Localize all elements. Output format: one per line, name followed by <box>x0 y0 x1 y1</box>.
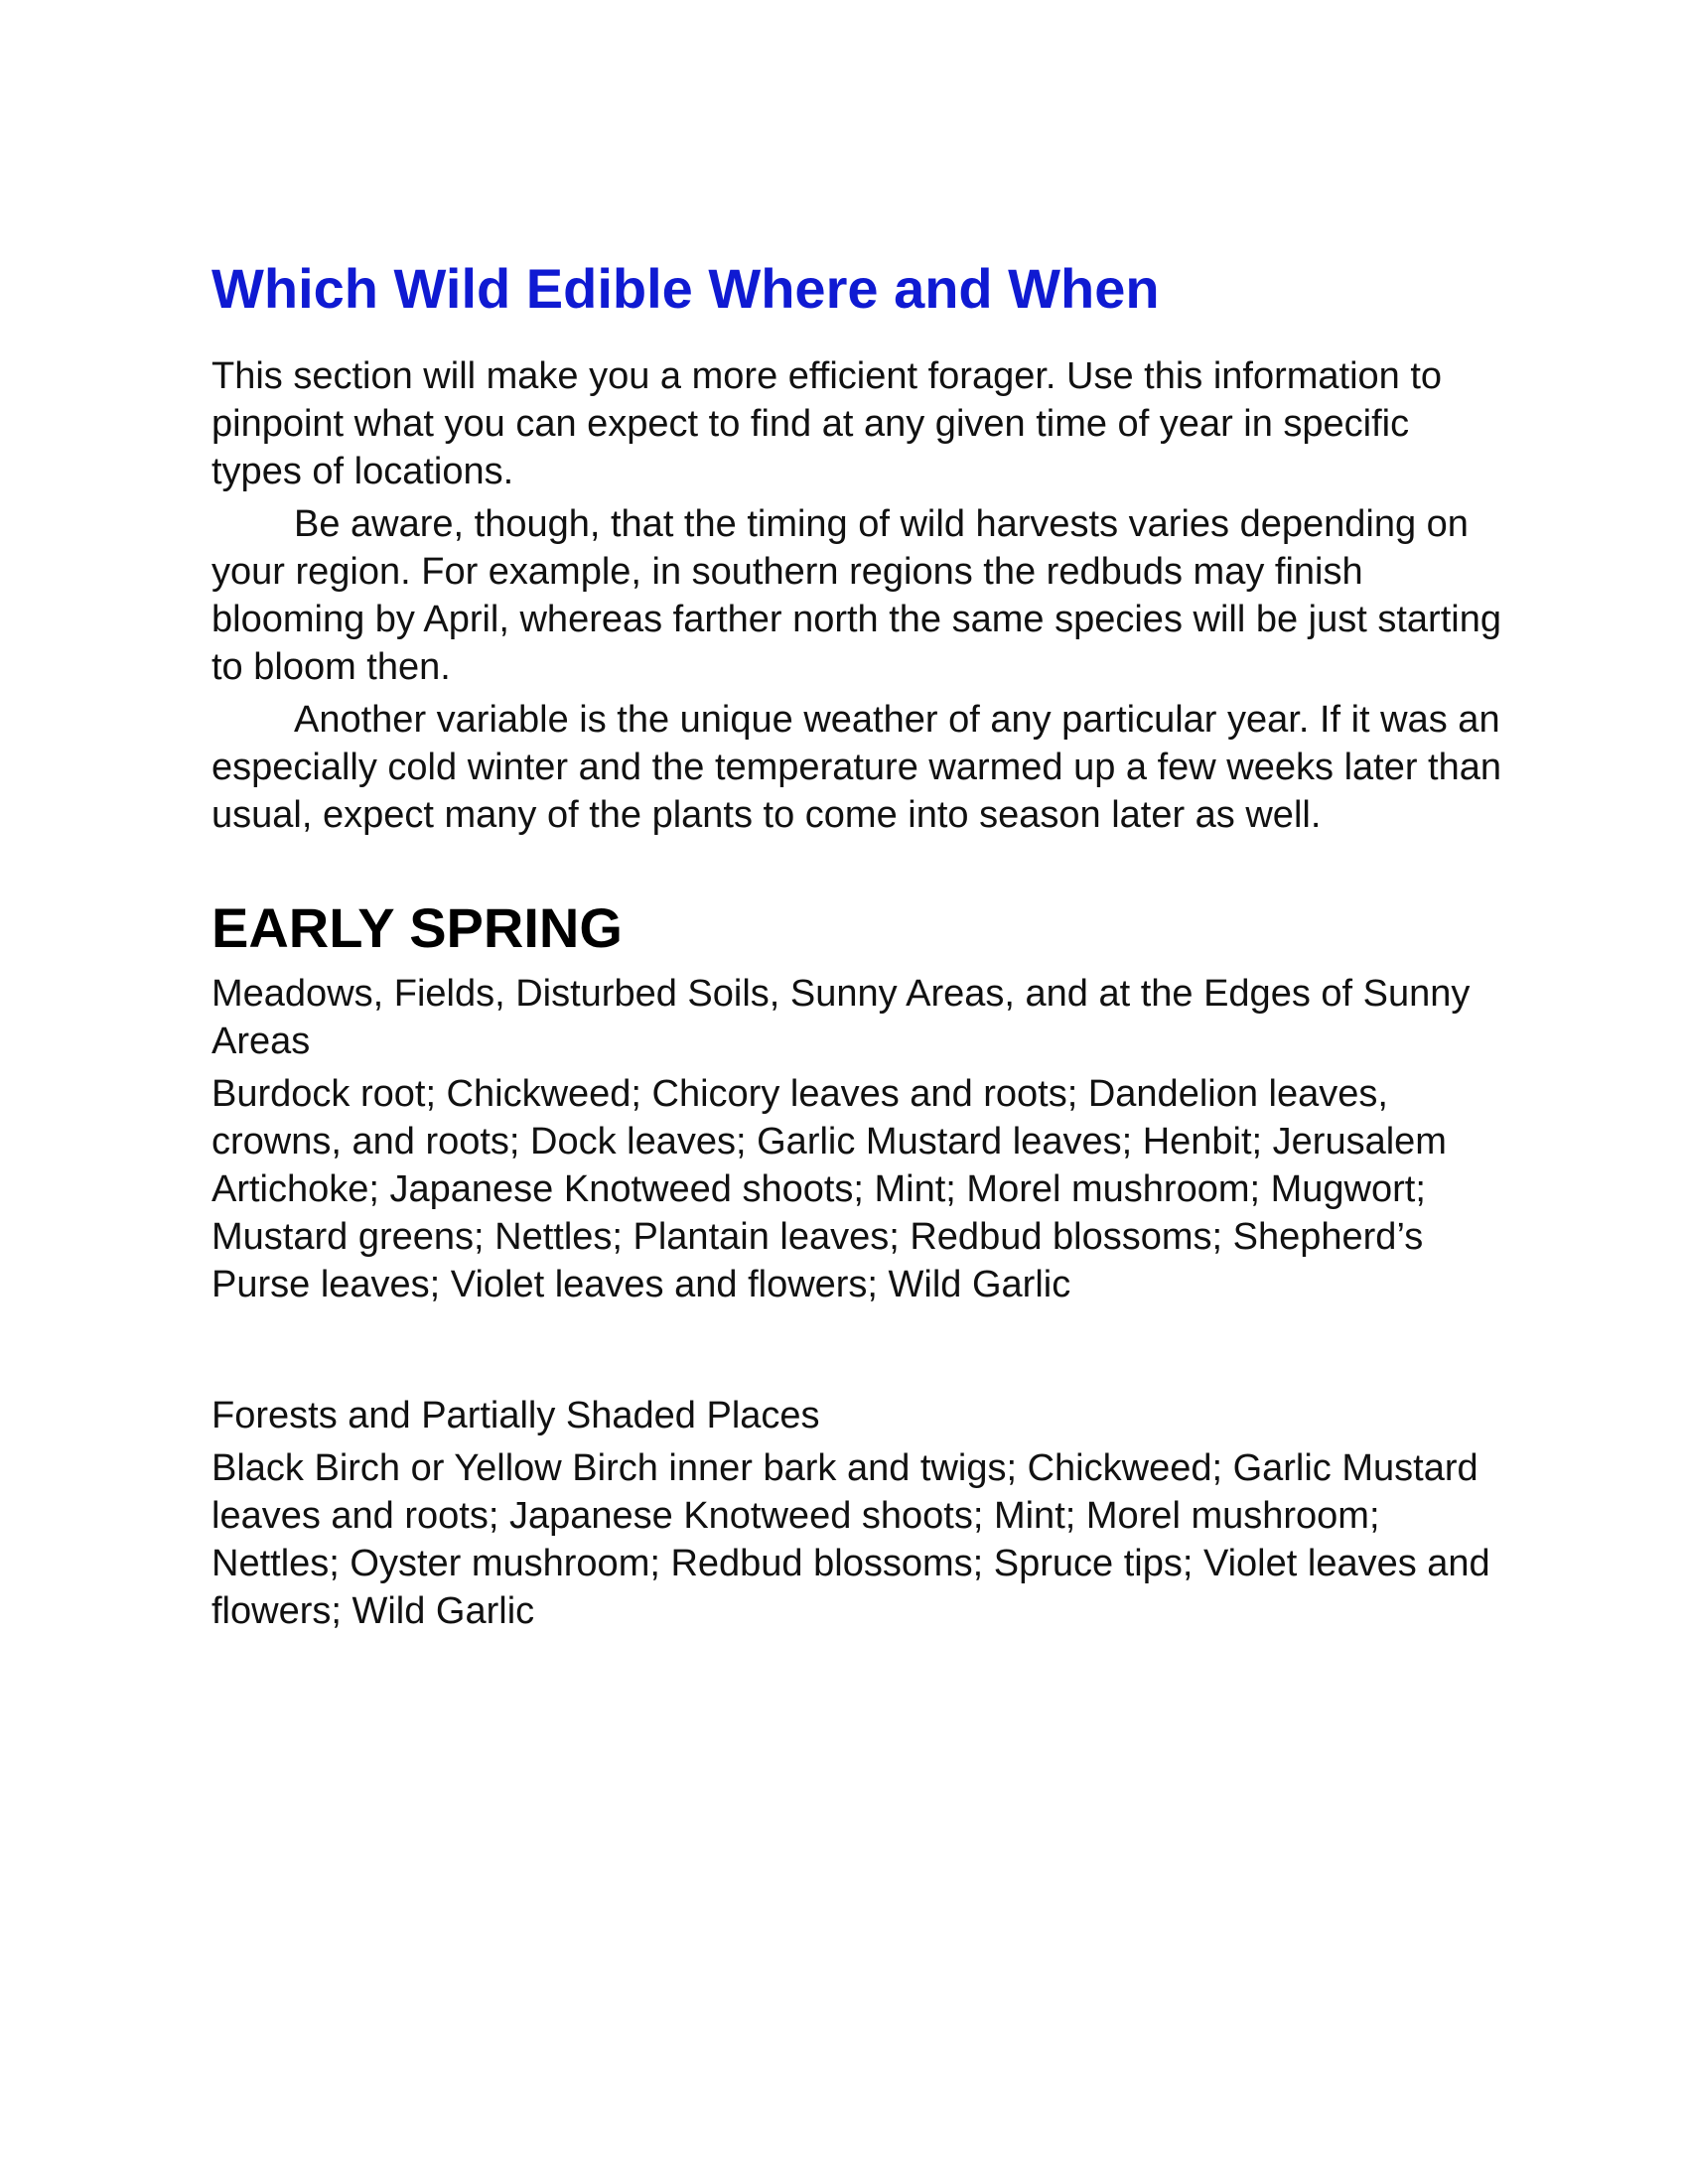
intro-paragraph-1: This section will make you a more efficient forager. Use this information to pinpoint what you can expect to find at any given time of year in specific types of locations. <box>211 355 1443 492</box>
section-title-early-spring: EARLY SPRING <box>211 896 623 959</box>
document-page <box>211 253 1502 1635</box>
habitat-heading: Forests and Partially Shaded Places <box>211 1395 820 1436</box>
plant-list: Black Birch or Yellow Birch inner bark and twigs; Chickweed; Garlic Mustard leaves and roots; Japanese Knotweed shoots; Mint; Morel mushroom; Nettles; Oyster mushroom; Redbud blossoms; Spruce tips; Violet leaves and flowers; Wild Garlic <box>211 1447 1490 1632</box>
intro-paragraph-2: Be aware, though, that the timing of wild harvests varies depending on your region. For example, in southern regions the redbuds may finish blooming by April, whereas farther north the same species will be just starting to bloom then. <box>211 503 1501 688</box>
intro-paragraph-3: Another variable is the unique weather of any particular year. If it was an especially cold winter and the temperature warmed up a few weeks later than usual, expect many of the plants to come into season later as well. <box>211 699 1502 836</box>
habitat-group-sunny-areas <box>211 970 1502 1308</box>
intro-section <box>211 352 1502 839</box>
habitat-heading: Meadows, Fields, Disturbed Soils, Sunny Areas, and at the Edges of Sunny Areas <box>211 973 1471 1062</box>
habitat-group-forests <box>211 1392 1502 1635</box>
plant-list: Burdock root; Chickweed; Chicory leaves and roots; Dandelion leaves, crowns, and roots; Dock leaves; Garlic Mustard leaves; Henbit; Jerusalem Artichoke; Japanese Knotweed shoots; Mint; Morel mushroom; Mugwort; Mustard greens; Nettles; Plantain leaves; Redbud blossoms; Shepherd’s Purse leaves; Violet leaves and flowers; Wild Garlic <box>211 1073 1447 1305</box>
document-title: Which Wild Edible Where and When <box>211 257 1160 320</box>
